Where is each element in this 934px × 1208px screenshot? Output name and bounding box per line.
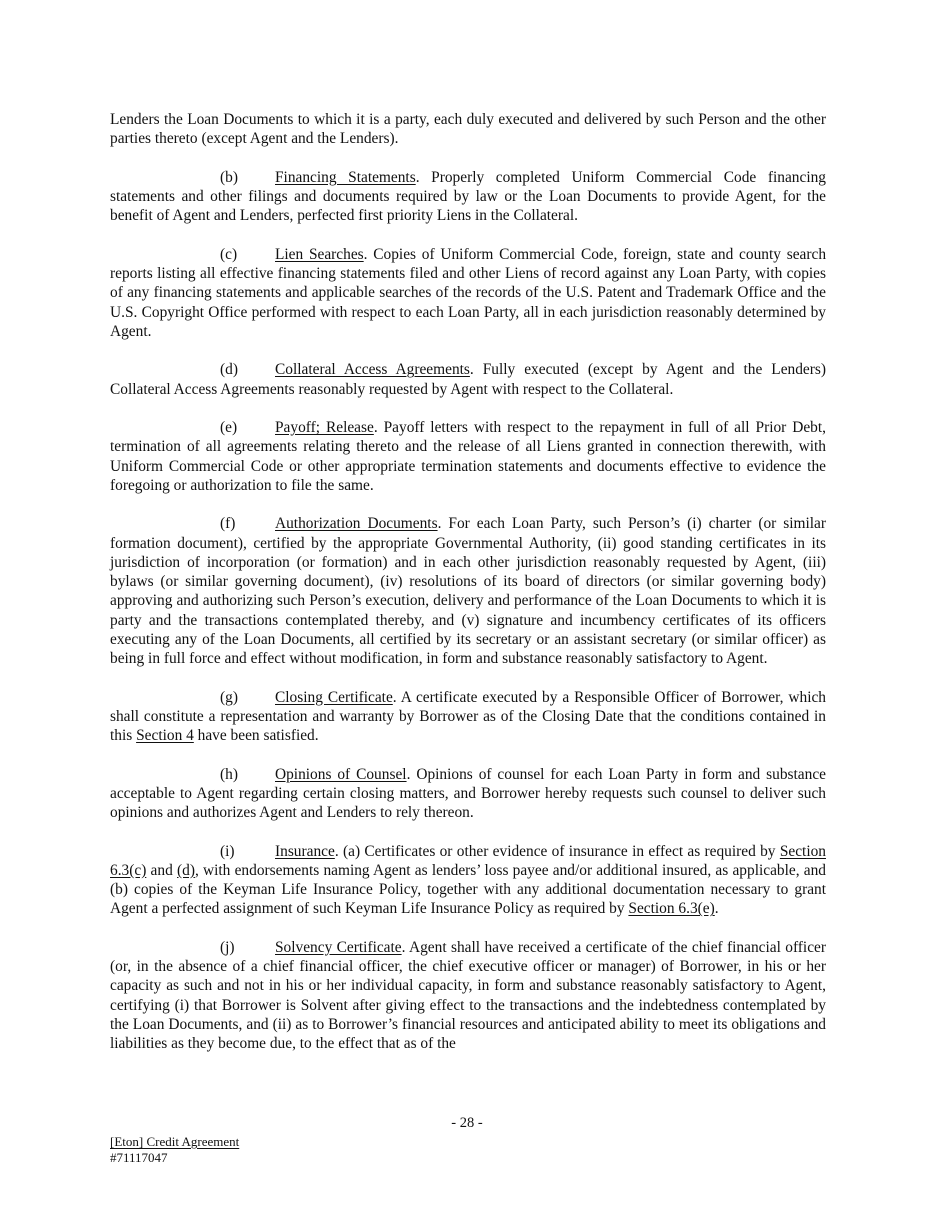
section-reference: (d) bbox=[177, 861, 195, 879]
clause-body: . Fully executed (except by Agent and the Lenders) Collateral Access Agreements reasonably requested by Agent with respect to the Collateral. bbox=[110, 361, 826, 398]
clause-marker: (f) bbox=[220, 515, 236, 533]
clause-marker: (c) bbox=[220, 245, 238, 263]
clause-marker: (i) bbox=[220, 842, 235, 860]
clause-heading: Closing Certificate bbox=[275, 688, 393, 706]
clause-body: . A certificate executed by a Responsible Officer of Borrower, which shall constitute a representation and warranty by Borrower as of the Closing Date that the conditions contained in this bbox=[110, 688, 826, 744]
clause-f bbox=[110, 514, 826, 668]
clause-marker: (d) bbox=[220, 361, 238, 379]
clause-body: have been satisfied. bbox=[193, 727, 319, 744]
page-number: - 28 - bbox=[451, 1115, 483, 1131]
clause-heading: Collateral Access Agreements bbox=[275, 361, 470, 379]
clause-heading: Insurance bbox=[275, 842, 335, 860]
clause-marker: (h) bbox=[220, 765, 238, 783]
clause-heading: Financing Statements bbox=[275, 168, 416, 186]
clause-body: . (a) Certificates or other evidence of insurance in effect as required by bbox=[334, 842, 780, 860]
clause-g bbox=[110, 688, 826, 746]
section-reference: Section 6.3(c) bbox=[110, 842, 826, 879]
clause-body: . Opinions of counsel for each Loan Party in form and substance acceptable to Agent regarding certain closing matters, and Borrower hereby requests such counsel to deliver such opinions and authorizes Agent and Lenders to rely thereon. bbox=[110, 765, 827, 821]
clause-body: . Properly completed Uniform Commercial Code financing statements and other filings and documents required by law or the Loan Documents to provide Agent, for the benefit of Agent and Lenders, perfected first priority Liens in the Collateral. bbox=[110, 168, 826, 225]
clause-c bbox=[110, 245, 826, 341]
document-page bbox=[110, 110, 826, 1073]
section-reference: Section 4 bbox=[136, 727, 194, 744]
clause-i bbox=[110, 842, 826, 919]
clause-heading: Payoff; Release bbox=[275, 419, 374, 436]
clause-body: . Agent shall have received a certificate of the chief financial officer (or, in the absence of a chief financial officer, the chief executive officer or manager) of Borrower, in his or her capacity as such and not in his or her individual capacity, in form and substance reasonably satisfactory to Agent, certifying (i) that Borrower is Solvent after giving effect to the transactions and the indebtedness contemplated by the Loan Documents, and (ii) as to Borrower’s financial resources and anticipated ability to meet its obligations and liabilities as they become due, to the effect that as of the bbox=[110, 938, 826, 1052]
section-reference: Section 6.3(e) bbox=[628, 900, 715, 918]
footer-doc-number: #71117047 bbox=[110, 1150, 168, 1165]
footer-doc-info bbox=[110, 1134, 239, 1166]
clause-marker: (j) bbox=[220, 938, 235, 956]
clause-body: . bbox=[714, 900, 719, 918]
clause-j bbox=[110, 938, 826, 1054]
clause-d bbox=[110, 360, 826, 399]
clause-heading: Lien Searches bbox=[275, 245, 364, 263]
clause-e bbox=[110, 418, 826, 495]
clause-body: , with endorsements naming Agent as lenders’ loss payee and/or additional insured, as applicable, and (b) copies of the Keyman Life Insurance Policy, together with any additional documentation necessary to grant Agent a perfected assignment of such Keyman Life Insurance Policy as required by bbox=[110, 861, 826, 918]
clause-body: . Payoff letters with respect to the repayment in full of all Prior Debt, termination of all agreements relating thereto and the release of all Liens granted in connection therewith, with Uniform Commercial Code or other appropriate termination statements and documents effective to evidence the foregoing or authorization to file the same. bbox=[110, 419, 826, 494]
clause-body: . For each Loan Party, such Person’s (i) charter (or similar formation document), certified by the appropriate Governmental Authority, (ii) good standing certificates in its jurisdiction of incorporation (or formation) and in each other jurisdiction reasonably requested by Agent, (iii) bylaws (or similar governing document), (iv) resolutions of its board of directors (or similar governing body) approving and authorizing such Person’s execution, delivery and performance of the Loan Documents to which it is party and the transactions contemplated thereby, and (v) signature and incumbency certificates of its officers executing any of the Loan Documents, all certified by its secretary or an assistant secretary (or similar officer) as being in full force and effect without modification, in form and substance reasonably satisfactory to Agent. bbox=[110, 515, 826, 667]
clause-heading: Opinions of Counsel bbox=[275, 765, 407, 783]
clause-heading: Authorization Documents bbox=[275, 515, 438, 533]
clause-b bbox=[110, 168, 826, 226]
clause-heading: Solvency Certificate bbox=[275, 938, 402, 956]
clause-marker: (e) bbox=[220, 419, 238, 436]
continuation-paragraph: Lenders the Loan Documents to which it is a party, each duly executed and delivered by such Person and the other parties thereto (except Agent and the Lenders). bbox=[110, 111, 826, 148]
footer-doc-title: [Eton] Credit Agreement bbox=[110, 1134, 240, 1149]
clause-h bbox=[110, 765, 826, 823]
clause-body: and bbox=[146, 861, 177, 879]
clause-marker: (b) bbox=[220, 168, 238, 186]
clause-body: . Copies of Uniform Commercial Code, foreign, state and county search reports listing all effective financing statements filed and other Liens of record against any Loan Party, with copies of any financing statements and applicable searches of the records of the U.S. Patent and Trademark Office and the U.S. Copyright Office performed with respect to each Loan Party, all in each jurisdiction reasonably determined by Agent. bbox=[110, 245, 827, 340]
clause-marker: (g) bbox=[220, 688, 238, 706]
